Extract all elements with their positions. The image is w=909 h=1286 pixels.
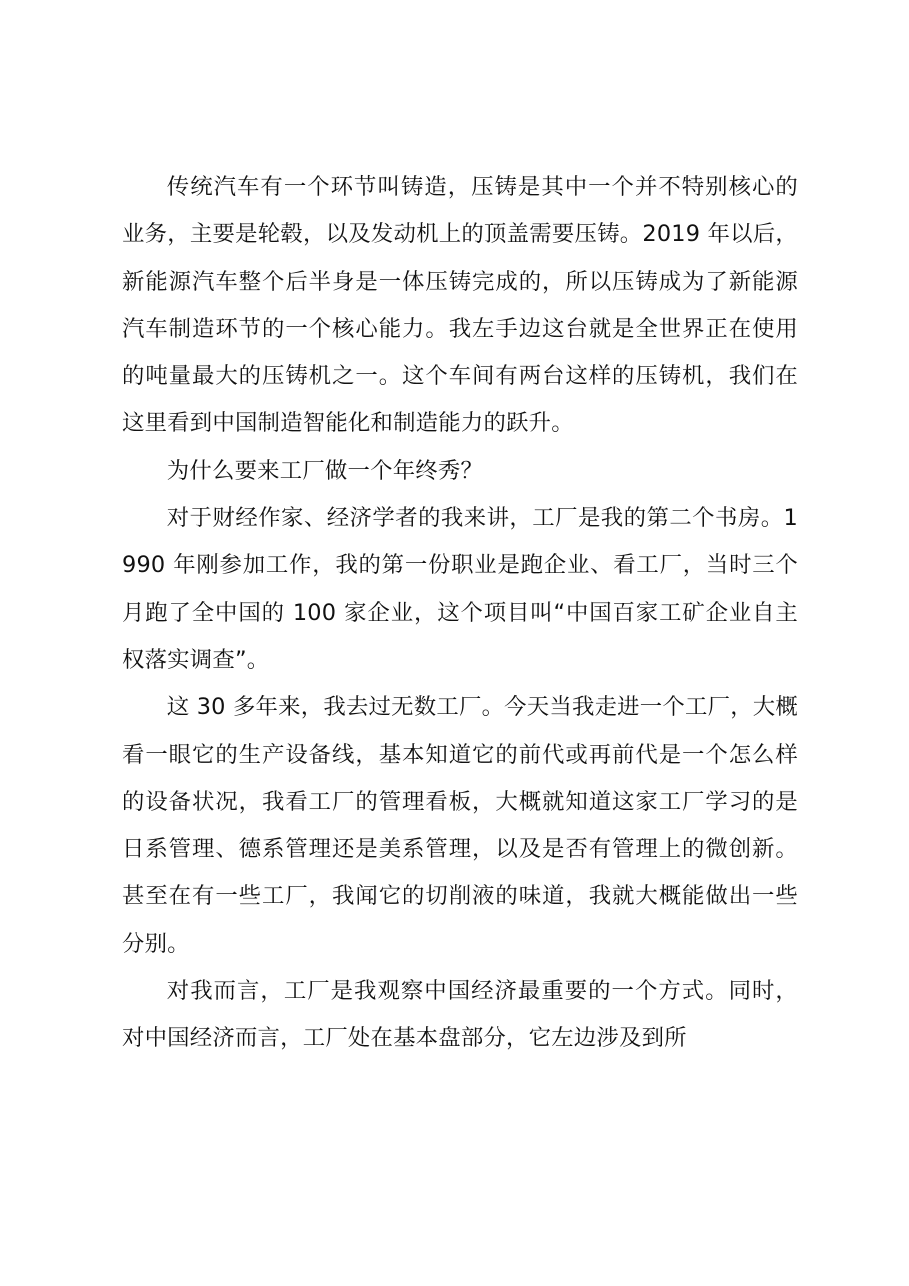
paragraph-observation: 对我而言，工厂是我观察中国经济最重要的一个方式。同时，对中国经济而言，工厂处在基本盘部分，它左边涉及到所 — [122, 978, 798, 1052]
paragraph-die-casting: 传统汽车有一个环节叫铸造，压铸是其中一个并不特别核心的业务，主要是轮毂，以及发动机上的顶盖需要压铸。2019 年以后，新能源汽车整个后半身是一体压铸完成的，所以压铸成为了新能源汽车制造环节的一个核心能力。我左手边这台就是全世界正在使用的吨量最大的压铸机之一。这个车间有两台这样的压铸机，我们在这里看到中国制造智能化和制造能力的跃升。 — [122, 174, 798, 437]
paragraph-second-study: 对于财经作家、经济学者的我来讲，工厂是我的第二个书房。1990 年刚参加工作，我的第一份职业是跑企业、看工厂，当时三个月跑了全中国的 100 家企业，这个项目叫“中国百家工矿企业自主权落实调查”。 — [122, 505, 798, 673]
document-body — [122, 164, 798, 1063]
paragraph-question: 为什么要来工厂做一个年终秀？ — [166, 457, 484, 484]
paragraph-thirty-years: 这 30 多年来，我去过无数工厂。今天当我走进一个工厂，大概看一眼它的生产设备线，基本知道它的前代或再前代是一个怎么样的设备状况，我看工厂的管理看板，大概就知道这家工厂学习的是日系管理、德系管理还是美系管理，以及是否有管理上的微创新。甚至在有一些工厂，我闻它的切削液的味道，我就大概能做出一些分别。 — [122, 694, 798, 957]
